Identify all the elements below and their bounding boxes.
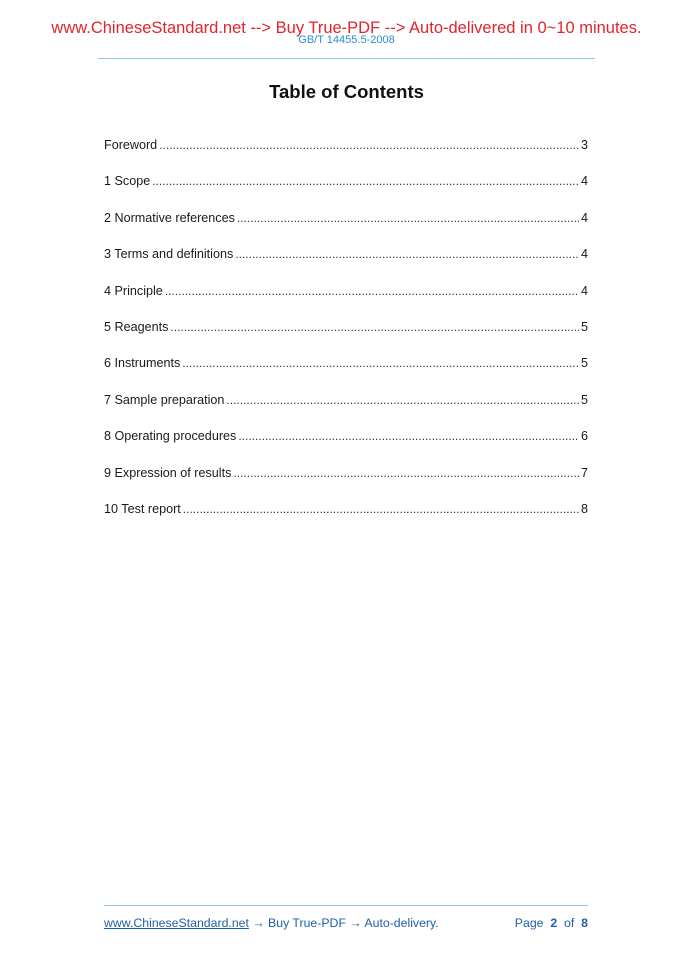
page-title: Table of Contents: [269, 81, 424, 102]
toc-entry-label: 6 Instruments: [104, 356, 181, 371]
toc-entry-scope[interactable]: [104, 174, 588, 210]
toc-entry-normative-references[interactable]: [104, 211, 588, 247]
toc-entry-label: 5 Reagents: [104, 319, 169, 334]
page-word: Page: [514, 916, 544, 930]
dot-leader: [237, 211, 579, 225]
dot-leader: [183, 502, 579, 516]
dot-leader: [165, 284, 579, 298]
dot-leader: [235, 247, 579, 261]
toc-entry-page: 4: [580, 174, 588, 189]
standard-code: GB/T 14455.5-2008: [298, 34, 395, 46]
dot-leader: [238, 429, 579, 443]
toc-entry-page: 5: [580, 319, 588, 334]
current-page-number: 2: [550, 916, 558, 930]
toc-entry-page: 4: [580, 283, 588, 298]
toc-entry-page: 4: [580, 210, 588, 225]
toc-entry-instruments[interactable]: [104, 356, 588, 392]
toc-entry-label: 9 Expression of results: [104, 465, 232, 480]
toc-entry-page: 5: [580, 356, 588, 371]
toc-entry-page: 4: [580, 247, 588, 262]
header-divider: [98, 58, 595, 59]
toc-entry-sample-preparation[interactable]: [104, 393, 588, 429]
toc-entry-label: 7 Sample preparation: [104, 392, 225, 407]
toc-entry-expression-of-results[interactable]: [104, 466, 588, 502]
toc-entry-page: 3: [580, 138, 588, 152]
toc-entry-page: 8: [580, 501, 588, 516]
of-word: of: [564, 916, 575, 930]
total-pages-number: 8: [581, 916, 588, 930]
toc-entry-label: 4 Principle: [104, 283, 163, 298]
toc-entry-terms-and-definitions[interactable]: [104, 247, 588, 283]
toc-entry-foreword[interactable]: [104, 138, 588, 174]
toc-entry-principle[interactable]: [104, 284, 588, 320]
table-of-contents: [104, 138, 588, 538]
footer-promo-text: → Buy True-PDF → Auto-delivery.: [248, 916, 439, 930]
dot-leader: [233, 466, 579, 480]
toc-entry-page: 6: [580, 429, 588, 444]
toc-entry-label: 3 Terms and definitions: [104, 247, 234, 262]
dot-leader: [152, 174, 579, 188]
toc-entry-test-report[interactable]: [104, 502, 588, 538]
toc-entry-label: 10 Test report: [104, 501, 181, 516]
dot-leader: [226, 393, 579, 407]
dot-leader: [159, 138, 579, 152]
dot-leader: [182, 356, 579, 370]
toc-entry-operating-procedures[interactable]: [104, 429, 588, 465]
toc-entry-label: 2 Normative references: [104, 210, 235, 225]
toc-entry-label: 1 Scope: [104, 174, 151, 189]
toc-entry-label: Foreword: [104, 138, 158, 152]
page-footer: [104, 915, 588, 931]
toc-entry-label: 8 Operating procedures: [104, 429, 237, 444]
promo-banner[interactable]: www.ChineseStandard.net --> Buy True-PDF --> Auto-delivered in 0~10 minutes.: [51, 19, 642, 37]
toc-entry-page: 7: [580, 465, 588, 480]
footer-divider: [104, 905, 588, 906]
toc-entry-reagents[interactable]: [104, 320, 588, 356]
page-indicator: [515, 915, 588, 931]
toc-entry-page: 5: [580, 392, 588, 407]
dot-leader: [170, 320, 579, 334]
footer-site-link[interactable]: www.ChineseStandard.net: [104, 916, 249, 930]
